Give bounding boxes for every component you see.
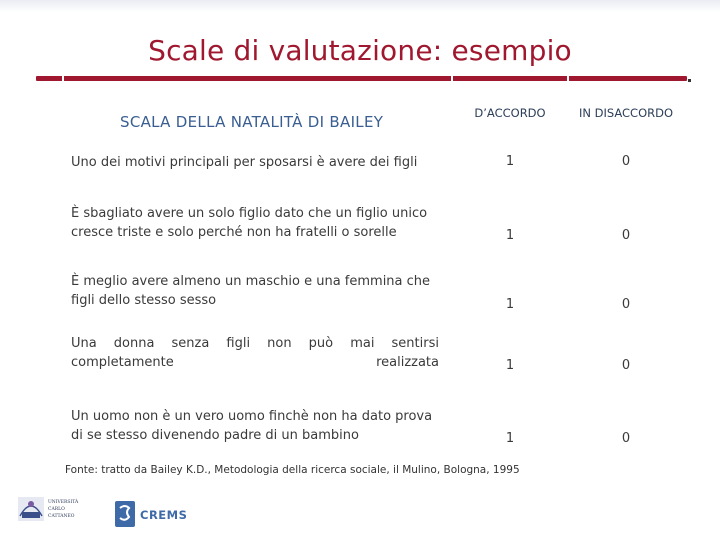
agree-value: 1 [505,297,515,312]
university-logo [16,494,94,524]
underline-dot [688,79,691,82]
underline-gap [62,76,64,81]
title-underline [36,76,687,81]
scale-item-text: Un uomo non è un vero uomo finchè non ha dato prova di se stesso divenendo padre di un bambino [71,409,433,443]
underline-gap [451,76,453,81]
scale-item-text: Una donna senza figli non può mai sentirsi completamente realizzata [71,336,439,370]
agree-value: 1 [505,431,515,446]
university-logo-line: CARLO [48,507,65,512]
university-logo-line: CATTANEO [48,514,75,519]
scale-item-text: È sbagliato avere un solo figlio dato che un figlio unico cresce triste e solo perché non ha fratelli o sorelle [71,206,428,240]
source-note: Fonte: tratto da Bailey K.D., Metodologia della ricerca sociale, il Mulino, Bologna, 1995 [65,464,520,476]
column-header-disagree: IN DISACCORDO [578,106,674,120]
agree-value: 1 [505,228,515,243]
column-header-agree: D’ACCORDO [474,106,546,120]
disagree-value: 0 [621,154,631,169]
scale-item-text: È meglio avere almeno un maschio e una femmina che figli dello stesso sesso [71,274,431,308]
crems-logo [113,500,193,528]
agree-value: 1 [505,154,515,169]
top-gradient-bar [0,0,720,12]
agree-value: 1 [505,358,515,373]
disagree-value: 0 [621,431,631,446]
scale-title: SCALA DELLA NATALITÀ DI BAILEY [120,113,384,131]
crems-logo-label: CREMS [140,508,188,522]
disagree-value: 0 [621,297,631,312]
scale-item-text: Uno dei motivi principali per sposarsi è avere dei figli [71,155,418,170]
crems-logo-mark [115,501,135,527]
slide-title: Scale di valutazione: esempio [148,34,572,67]
disagree-value: 0 [621,358,631,373]
disagree-value: 0 [621,228,631,243]
underline-gap [567,76,569,81]
university-logo-line: UNIVERSITÀ [48,500,79,505]
